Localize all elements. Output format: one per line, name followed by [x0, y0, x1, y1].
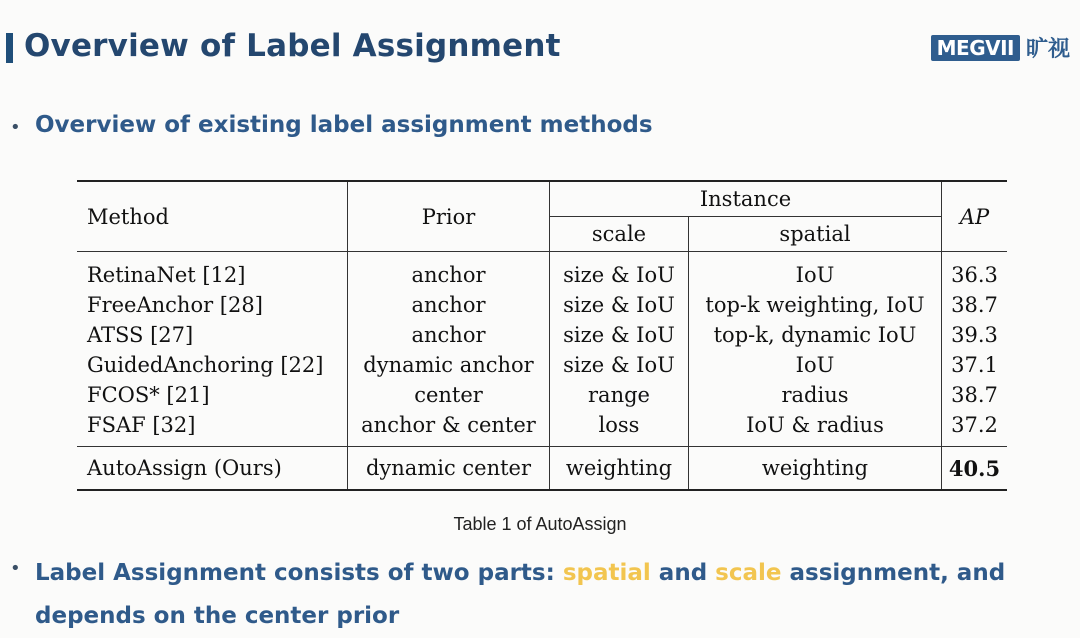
heading2-part-a: Label Assignment consists of two parts:: [35, 560, 563, 586]
cell-scale: size & IoU: [550, 320, 689, 350]
table-row-ours: [77, 447, 1007, 490]
cell-ap: 37.1: [942, 350, 1008, 380]
cell-scale: size & IoU: [550, 290, 689, 320]
heading2-part-c: assignment, and depends on the center prior: [35, 560, 1006, 629]
highlight-scale: scale: [715, 560, 782, 586]
table-row: [77, 380, 1007, 410]
cell-scale: loss: [550, 410, 689, 447]
cell-ap: 39.3: [942, 320, 1008, 350]
bullet-1: •: [10, 117, 21, 138]
cell-scale: size & IoU: [550, 252, 689, 291]
cell-spatial: weighting: [689, 447, 942, 490]
methods-table: [77, 180, 1007, 491]
section-heading-1: Overview of existing label assignment methods: [35, 112, 653, 138]
header-instance: Instance: [550, 182, 942, 217]
cell-spatial: IoU: [689, 350, 942, 380]
cell-method: FCOS* [21]: [87, 383, 210, 407]
cell-spatial: top-k weighting, IoU: [689, 290, 942, 320]
header-method: Method: [87, 204, 169, 229]
cell-prior: center: [348, 380, 550, 410]
cell-prior: dynamic anchor: [348, 350, 550, 380]
cell-spatial: top-k, dynamic IoU: [689, 320, 942, 350]
cell-scale: size & IoU: [550, 350, 689, 380]
cell-ap: 40.5: [942, 447, 1008, 490]
cell-ap: 37.2: [942, 410, 1008, 447]
table-caption: Table 1 of AutoAssign: [453, 514, 627, 534]
header-spatial: spatial: [689, 217, 942, 252]
cell-method: FreeAnchor [28]: [87, 293, 263, 317]
cell-method: AutoAssign (Ours): [77, 447, 348, 490]
table-row: [77, 320, 1007, 350]
cell-ap: 38.7: [942, 380, 1008, 410]
cell-prior: dynamic center: [348, 447, 550, 490]
bullet-2: •: [10, 558, 21, 579]
cell-ap: 36.3: [942, 252, 1008, 291]
header-ap: AP: [942, 182, 1008, 252]
cell-prior: anchor & center: [348, 410, 550, 447]
cell-ap: 38.7: [942, 290, 1008, 320]
cell-method: FSAF [32]: [87, 413, 196, 437]
header-scale: scale: [550, 217, 689, 252]
logo-cn-text: 旷视: [1025, 37, 1070, 62]
table-row: [77, 290, 1007, 320]
title-accent-bar: [6, 33, 13, 63]
header-prior: Prior: [348, 182, 550, 252]
heading2-part-b: and: [650, 560, 716, 586]
cell-spatial: IoU & radius: [689, 410, 942, 447]
table-row: [77, 350, 1007, 380]
table-row: [77, 410, 1007, 447]
cell-spatial: IoU: [689, 252, 942, 291]
cell-method: RetinaNet [12]: [77, 252, 348, 291]
highlight-spatial: spatial: [562, 560, 651, 586]
cell-prior: anchor: [348, 320, 550, 350]
logo-text: MEGVII: [931, 35, 1020, 61]
cell-spatial: radius: [689, 380, 942, 410]
cell-method: ATSS [27]: [87, 323, 194, 347]
cell-scale: weighting: [550, 447, 689, 490]
table-body: [77, 252, 1007, 447]
cell-prior: anchor: [348, 290, 550, 320]
cell-method: GuidedAnchoring [22]: [87, 353, 324, 377]
cell-scale: range: [550, 380, 689, 410]
megvii-logo: [931, 32, 1070, 63]
section-heading-2: [35, 552, 1075, 638]
slide-title: Overview of Label Assignment: [24, 28, 561, 64]
table-row: [77, 252, 1007, 291]
cell-prior: anchor: [348, 252, 550, 291]
